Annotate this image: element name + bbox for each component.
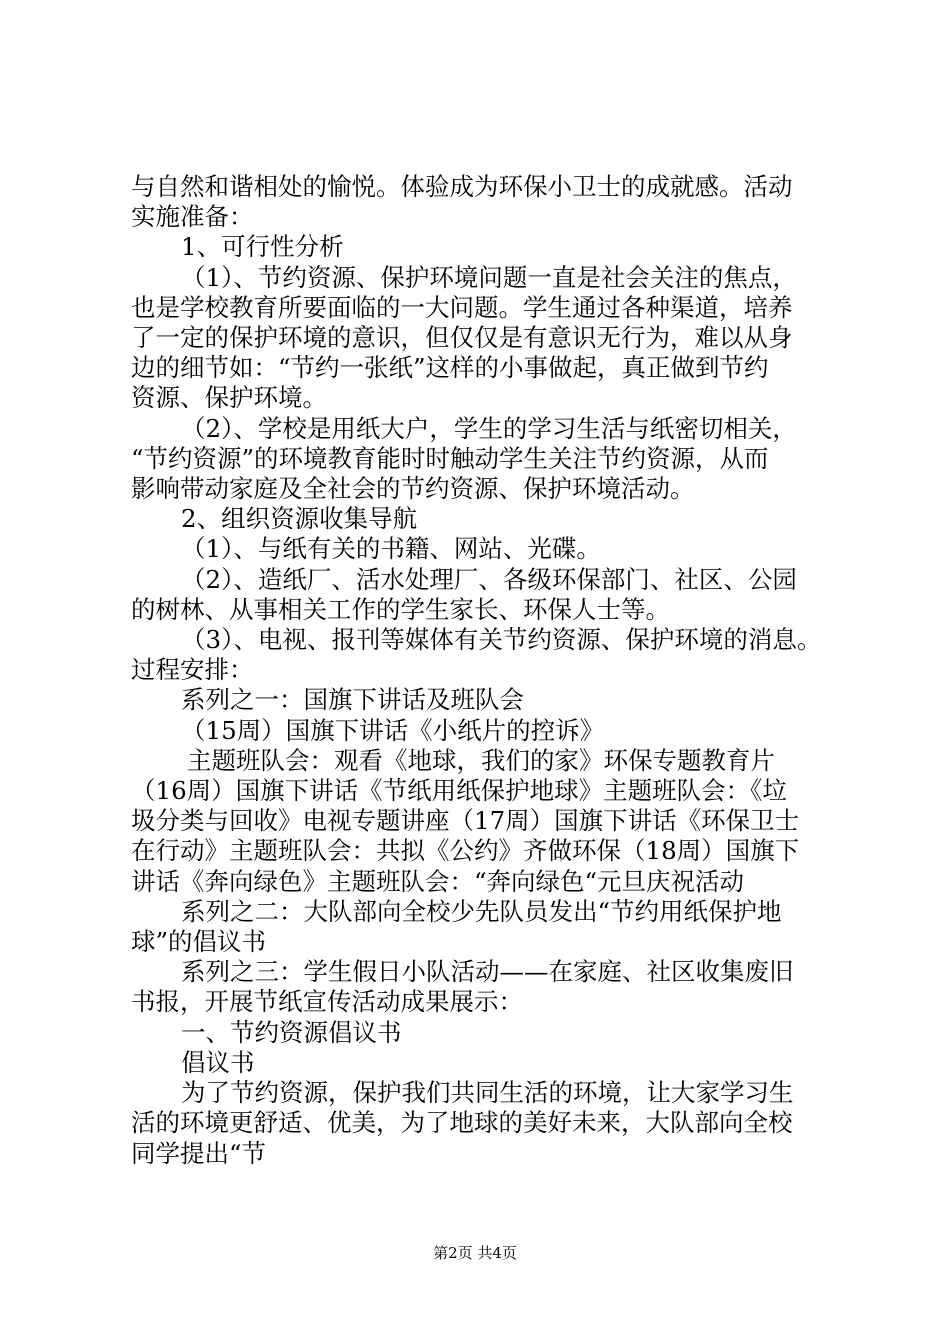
text-line: 讲话《奔向绿色》主题班队会：“奔向绿色“元旦庆祝活动 [131, 866, 745, 896]
text-line: （1）、节约资源、保护环境问题一直是社会关注的焦点， [181, 262, 797, 292]
text-line: （2）、造纸厂、活水处理厂、各级环保部门、社区、公园 [181, 564, 797, 594]
text-line: 边的细节如：“节约一张纸”这样的小事做起，真正做到节约 [131, 353, 769, 383]
document-body [131, 172, 851, 1169]
text-line: 了一定的保护环境的意识，但仅仅是有意识无行为，难以从身 [131, 323, 793, 353]
text-line: 1、可行性分析 [181, 232, 344, 262]
text-line: 系列之一：国旗下讲话及班队会 [181, 685, 524, 715]
text-line: （3）、电视、报刊等媒体有关节约资源、保护环境的消息。 [181, 625, 822, 655]
text-line: 为了节约资源，保护我们共同生活的环境，让大家学习生 [181, 1078, 794, 1108]
text-line: 与自然和谐相处的愉悦。体验成为环保小卫士的成就感。活动 [131, 172, 793, 201]
text-line: 一、节约资源倡议书 [181, 1017, 402, 1047]
page-footer: 第2页 共4页 [433, 1244, 517, 1262]
text-line: 2、组织资源收集导航 [181, 504, 418, 534]
text-line: （15周）国旗下讲话《小纸片的控诉》 [181, 715, 605, 745]
text-line: （16周）国旗下讲话《节纸用纸保护地球》主题班队会：《垃 [131, 776, 787, 806]
text-line: （2）、学校是用纸大户，学生的学习生活与纸密切相关， [181, 413, 797, 443]
text-line: 的树林、从事相关工作的学生家长、环保人士等。 [131, 594, 670, 624]
text-line: （1）、与纸有关的书籍、网站、光碟。 [181, 534, 601, 564]
text-line: 主题班队会：观看《地球，我们的家》环保专题教育片 [187, 745, 775, 775]
text-line: 系列之二：大队部向全校少先队员发出“节约用纸保护地 [181, 896, 782, 926]
text-line: 书报，开展节纸宣传活动成果展示： [131, 987, 523, 1017]
text-line: 过程安排： [131, 655, 254, 685]
text-line: 实施准备： [131, 202, 254, 232]
text-line: 圾分类与回收》电视专题讲座（17周）国旗下讲话《环保卫士 [131, 806, 800, 836]
text-line: 在行动》主题班队会：共拟《公约》齐做环保（18周）国旗下 [131, 836, 800, 866]
text-line: 活的环境更舒适、优美，为了地球的美好未来，大队部向全校 [131, 1108, 793, 1138]
text-line: “节约资源”的环境教育能时时触动学生关注节约资源，从而 [131, 443, 769, 473]
text-line: 球”的倡议书 [131, 927, 267, 957]
text-line: 系列之三：学生假日小队活动——在家庭、社区收集废旧 [181, 957, 794, 987]
text-line: 资源、保护环境。 [131, 383, 327, 413]
text-line: 倡议书 [181, 1047, 255, 1077]
text-line: 也是学校教育所要面临的一大问题。学生通过各种渠道，培养 [131, 292, 793, 322]
text-line: 同学提出“节 [131, 1138, 267, 1168]
text-line: 影响带动家庭及全社会的节约资源、保护环境活动。 [131, 474, 695, 504]
